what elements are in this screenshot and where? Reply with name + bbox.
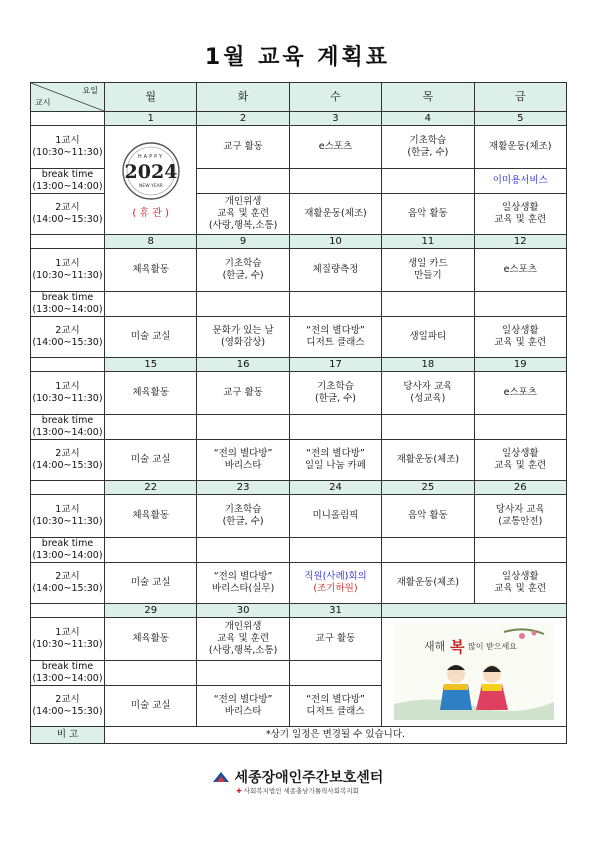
period-label-line: break time — [41, 661, 94, 672]
schedule-cell-line: 일상생활 — [501, 448, 539, 459]
period-label-line: break time — [41, 292, 94, 303]
note-text: *상기 일정은 변경될 수 있습니다. — [105, 727, 567, 744]
period-label-line: (14:00~15:30) — [32, 706, 103, 717]
schedule-cell-line: (한글, 수) — [314, 393, 356, 404]
date-row — [31, 358, 567, 372]
period-label-line: (13:00~14:00) — [32, 550, 103, 561]
greeting-text-a: 새해 — [424, 640, 446, 653]
day-header-mon: 월 — [105, 83, 197, 112]
period-label-br — [31, 292, 105, 317]
schedule-cell — [474, 440, 566, 481]
date-cell: 26 — [474, 481, 566, 495]
day-header-thu: 목 — [382, 83, 474, 112]
period-label-line: 2교시 — [55, 202, 80, 213]
date-row-spacer — [31, 481, 105, 495]
schedule-cell-line: (사랑,행복,소통) — [208, 645, 278, 656]
schedule-cell — [289, 317, 381, 358]
schedule-cell — [197, 249, 289, 292]
schedule-cell — [197, 194, 289, 235]
day-header-tue: 화 — [197, 83, 289, 112]
schedule-cell — [105, 415, 197, 440]
corner-cell — [31, 83, 105, 112]
schedule-cell — [289, 440, 381, 481]
period-row-br — [31, 415, 567, 440]
schedule-cell-line: (한글, 수) — [407, 147, 449, 158]
schedule-cell-line: e스포츠 — [503, 387, 537, 398]
schedule-cell-line: “전의 별다방” — [213, 694, 273, 705]
schedule-cell — [197, 563, 289, 604]
schedule-cell-line: 재활운동(체조) — [396, 577, 460, 588]
schedule-cell — [474, 538, 566, 563]
schedule-cell-special — [289, 563, 381, 604]
schedule-cell — [197, 169, 289, 194]
period-label-br — [31, 661, 105, 686]
greeting-card-cell — [382, 618, 567, 727]
schedule-cell-line: 교구 활동 — [223, 387, 263, 398]
schedule-cell-line: 바리스타 — [224, 706, 262, 717]
schedule-cell — [382, 372, 474, 415]
schedule-cell — [289, 169, 381, 194]
schedule-cell — [105, 563, 197, 604]
day-header-fri: 금 — [474, 83, 566, 112]
schedule-cell — [289, 686, 381, 727]
schedule-cell — [382, 440, 474, 481]
schedule-cell-line: 음악 활동 — [408, 208, 448, 219]
schedule-cell-line: “전의 별다방” — [213, 571, 273, 582]
period-label-br — [31, 415, 105, 440]
schedule-cell — [289, 618, 381, 661]
schedule-cell-line: 미니올림픽 — [312, 510, 359, 521]
schedule-cell — [382, 292, 474, 317]
period-row-br — [31, 292, 567, 317]
greeting-text-b: 복 — [450, 638, 465, 656]
schedule-cell — [105, 686, 197, 727]
schedule-cell — [105, 372, 197, 415]
period-label-line: (13:00~14:00) — [32, 181, 103, 192]
schedule-cell-line: e스포츠 — [503, 264, 537, 275]
corner-day-label: 요일 — [82, 86, 98, 95]
schedule-cell-line: “전의 별다방” — [306, 694, 365, 705]
date-row-spacer — [31, 235, 105, 249]
period-label-line: (14:00~15:30) — [32, 214, 103, 225]
date-cell: 24 — [289, 481, 381, 495]
date-cell: 11 — [382, 235, 474, 249]
schedule-cell-line: (교통안전) — [498, 516, 543, 527]
schedule-cell — [474, 415, 566, 440]
date-cell: 2 — [197, 112, 289, 126]
period-row-p1 — [31, 249, 567, 292]
period-label-line: (13:00~14:00) — [32, 673, 103, 684]
cross-icon: ✚ — [236, 787, 242, 795]
schedule-cell-line: 재활운동(체조) — [304, 208, 367, 219]
period-label-line: break time — [41, 538, 94, 549]
date-row-spacer — [31, 604, 105, 618]
header-row — [31, 83, 567, 112]
schedule-cell-line: (한글, 수) — [222, 270, 264, 281]
corner-period-label: 교시 — [35, 98, 51, 107]
schedule-cell — [474, 563, 566, 604]
schedule-cell-line: 일일 나눔 카페 — [304, 460, 367, 471]
schedule-cell-line: (사랑,행복,소통) — [208, 220, 278, 231]
period-row-p1 — [31, 126, 567, 169]
schedule-cell — [289, 194, 381, 235]
schedule-cell-line: 만들기 — [414, 270, 442, 281]
schedule-cell — [105, 538, 197, 563]
schedule-cell-line: 문화가 있는 날 — [212, 325, 274, 336]
schedule-cell — [197, 538, 289, 563]
schedule-cell — [382, 538, 474, 563]
schedule-cell — [289, 126, 381, 169]
schedule-cell-line: 미술 교실 — [130, 331, 171, 342]
schedule-cell-line: 교육 및 훈련 — [494, 214, 547, 225]
schedule-cell-line: 일상생활 — [501, 325, 539, 336]
date-cell: 4 — [382, 112, 474, 126]
schedule-cell — [289, 249, 381, 292]
schedule-cell — [474, 169, 566, 194]
schedule-cell-line: 당사자 교육 — [403, 381, 453, 392]
schedule-cell — [105, 292, 197, 317]
date-cell: 31 — [289, 604, 381, 618]
schedule-cell-line: (성교육) — [410, 393, 446, 404]
period-label-line: (10:30~11:30) — [32, 270, 103, 281]
schedule-cell-line: 교육 및 훈련 — [217, 208, 270, 219]
period-label-p1 — [31, 372, 105, 415]
schedule-cell — [289, 415, 381, 440]
period-label-line: 2교시 — [55, 325, 80, 336]
period-label-line: 2교시 — [55, 571, 80, 582]
schedule-cell — [105, 317, 197, 358]
schedule-cell-line: “전의 별다방” — [213, 448, 273, 459]
date-cell: 30 — [197, 604, 289, 618]
schedule-cell-line: 바리스타 — [224, 460, 262, 471]
schedule-cell — [382, 495, 474, 538]
schedule-cell — [474, 194, 566, 235]
period-label-line: (10:30~11:30) — [32, 516, 103, 527]
schedule-cell — [382, 249, 474, 292]
schedule-cell-line: 미술 교실 — [130, 454, 171, 465]
date-row — [31, 235, 567, 249]
period-label-p2 — [31, 317, 105, 358]
schedule-cell — [474, 495, 566, 538]
schedule-cell-line: e스포츠 — [318, 141, 353, 152]
schedule-cell-line: 개인위생 — [224, 196, 262, 207]
date-cell: 17 — [289, 358, 381, 372]
period-row-p2 — [31, 563, 567, 604]
staff-meeting-label: 직원(사례)회의 — [304, 571, 367, 582]
schedule-cell-line: 생일 카드 — [408, 258, 448, 269]
period-row-p1 — [31, 618, 567, 661]
holiday-label: ( 휴 관 ) — [132, 208, 170, 219]
date-cell: 22 — [105, 481, 197, 495]
schedule-cell-line: 디저트 클래스 — [306, 706, 365, 717]
period-label-line: 1교시 — [55, 504, 80, 515]
schedule-cell — [474, 317, 566, 358]
period-label-line: 1교시 — [55, 135, 80, 146]
schedule-cell — [197, 126, 289, 169]
period-label-line: (10:30~11:30) — [32, 393, 103, 404]
schedule-cell — [197, 292, 289, 317]
period-label-p1 — [31, 249, 105, 292]
date-cell: 3 — [289, 112, 381, 126]
date-cell: 5 — [474, 112, 566, 126]
date-cell: 15 — [105, 358, 197, 372]
date-cell: 25 — [382, 481, 474, 495]
schedule-cell-line: (영화감상) — [221, 337, 266, 348]
schedule-cell — [382, 317, 474, 358]
date-row — [31, 112, 567, 126]
schedule-cell-line: 기초학습 — [409, 135, 447, 146]
period-label-p1 — [31, 495, 105, 538]
schedule-cell-line: 기초학습 — [224, 258, 262, 269]
period-label-line: (13:00~14:00) — [32, 427, 103, 438]
new-year-greeting-illustration — [394, 624, 554, 720]
period-label-p2 — [31, 194, 105, 235]
schedule-cell-line: 디저트 클래스 — [306, 337, 365, 348]
date-row — [31, 481, 567, 495]
date-cell: 18 — [382, 358, 474, 372]
schedule-cell-line: 미술 교실 — [130, 577, 171, 588]
date-cell: 29 — [105, 604, 197, 618]
schedule-cell — [289, 538, 381, 563]
period-label-line: 2교시 — [55, 448, 80, 459]
period-row-p2 — [31, 440, 567, 481]
date-cell: 8 — [105, 235, 197, 249]
svg-text:NEW YEAR: NEW YEAR — [138, 184, 163, 189]
schedule-cell — [474, 292, 566, 317]
period-label-line: 2교시 — [55, 694, 80, 705]
date-cell: 16 — [197, 358, 289, 372]
period-label-line: (14:00~15:30) — [32, 460, 103, 471]
schedule-cell — [474, 126, 566, 169]
early-dismissal-label: (조기하원) — [313, 583, 358, 594]
period-label-line: break time — [41, 169, 94, 180]
period-row-p1 — [31, 495, 567, 538]
period-label-line: (13:00~14:00) — [32, 304, 103, 315]
schedule-cell — [197, 440, 289, 481]
schedule-cell — [382, 169, 474, 194]
date-cell: 1 — [105, 112, 197, 126]
schedule-cell — [105, 661, 197, 686]
schedule-cell-line: 미술 교실 — [130, 700, 171, 711]
schedule-cell — [289, 495, 381, 538]
schedule-cell — [105, 249, 197, 292]
date-cell: 12 — [474, 235, 566, 249]
schedule-cell — [105, 440, 197, 481]
schedule-cell-line: 체육활동 — [132, 264, 170, 275]
schedule-cell — [197, 415, 289, 440]
svg-text:2024: 2024 — [124, 161, 178, 183]
period-label-line: break time — [41, 415, 94, 426]
period-label-line: (14:00~15:30) — [32, 583, 103, 594]
page-title: 1월 교육 계획표 — [204, 45, 391, 70]
schedule-cell-line: 교구 활동 — [223, 141, 263, 152]
org-subtitle: ✚ 사회복지법인 세종충남가톨릭사회복지회 — [236, 787, 359, 795]
org-logo-title — [0, 767, 595, 787]
date-row — [31, 604, 567, 618]
schedule-cell — [289, 372, 381, 415]
period-label-p2 — [31, 686, 105, 727]
greeting-text-c: 많이 받으세요 — [468, 642, 517, 651]
schedule-table — [30, 82, 567, 744]
holiday-cell — [105, 126, 197, 235]
schedule-cell-line: 기초학습 — [317, 381, 354, 392]
period-label-p1 — [31, 126, 105, 169]
schedule-cell-line: 체육활동 — [132, 510, 170, 521]
schedule-cell-line: 이미용서비스 — [492, 175, 548, 186]
schedule-cell-line: “전의 별다방” — [306, 325, 365, 336]
svg-text:HAPPY: HAPPY — [137, 154, 164, 160]
schedule-cell-line: 개인위생 — [224, 621, 262, 632]
schedule-cell-line: 생일파티 — [409, 331, 447, 342]
schedule-cell — [289, 661, 381, 686]
schedule-cell-line: “전의 별다방” — [306, 448, 365, 459]
org-name: 세종장애인주간보호센터 — [234, 770, 384, 786]
period-label-line: (10:30~11:30) — [32, 147, 103, 158]
date-cell: 23 — [197, 481, 289, 495]
schedule-cell-line: 재활운동(체조) — [489, 141, 552, 152]
period-label-p2 — [31, 563, 105, 604]
schedule-cell-line: 체육활동 — [132, 387, 170, 398]
period-row-p2 — [31, 317, 567, 358]
schedule-cell-line: 일상생활 — [501, 571, 539, 582]
date-cell: 10 — [289, 235, 381, 249]
schedule-cell-line: 교육 및 훈련 — [494, 337, 547, 348]
period-label-line: 1교시 — [55, 381, 80, 392]
schedule-cell — [197, 372, 289, 415]
period-label-br — [31, 538, 105, 563]
schedule-cell-line: 교육 및 훈련 — [217, 633, 270, 644]
date-row-spacer — [31, 358, 105, 372]
period-label-line: (14:00~15:30) — [32, 337, 103, 348]
schedule-cell-line: 기초학습 — [224, 504, 262, 515]
date-cell: 9 — [197, 235, 289, 249]
schedule-cell-line: (한글, 수) — [222, 516, 264, 527]
date-cell-empty — [382, 604, 567, 618]
schedule-cell — [474, 372, 566, 415]
schedule-cell — [474, 249, 566, 292]
period-label-p2 — [31, 440, 105, 481]
schedule-cell — [197, 317, 289, 358]
period-label-line: (10:30~11:30) — [32, 639, 103, 650]
schedule-cell — [382, 126, 474, 169]
schedule-cell — [197, 661, 289, 686]
schedule-cell — [197, 686, 289, 727]
schedule-cell-line: 체육활동 — [132, 633, 170, 644]
schedule-cell — [382, 415, 474, 440]
schedule-cell-line: 바리스타(실무) — [211, 583, 275, 594]
schedule-cell-line: 교육 및 훈련 — [494, 460, 547, 471]
day-header-wed: 수 — [289, 83, 381, 112]
period-label-p1 — [31, 618, 105, 661]
period-label-line: 1교시 — [55, 627, 80, 638]
schedule-cell-line: 교육 및 훈련 — [494, 583, 547, 594]
period-label-br — [31, 169, 105, 194]
period-row-br — [31, 538, 567, 563]
schedule-cell — [289, 292, 381, 317]
schedule-cell — [197, 618, 289, 661]
schedule-cell-line: 교구 활동 — [315, 633, 356, 644]
schedule-cell-line: 체질량측정 — [312, 264, 359, 275]
schedule-cell-line: 재활운동(체조) — [396, 454, 460, 465]
note-label: 비 고 — [31, 727, 105, 744]
period-label-line: 1교시 — [55, 258, 80, 269]
happy-new-year-2024-badge-icon — [116, 140, 186, 202]
schedule-cell — [105, 495, 197, 538]
org-emblem-icon — [212, 771, 230, 783]
note-row — [31, 727, 567, 744]
schedule-cell — [197, 495, 289, 538]
schedule-cell-line: 음악 활동 — [408, 510, 448, 521]
schedule-cell — [382, 194, 474, 235]
period-row-p1 — [31, 372, 567, 415]
date-row-spacer — [31, 112, 105, 126]
schedule-cell — [382, 563, 474, 604]
date-cell: 19 — [474, 358, 566, 372]
schedule-cell-line: 당사자 교육 — [495, 504, 545, 515]
schedule-cell — [105, 618, 197, 661]
schedule-cell-line: 일상생활 — [501, 202, 539, 213]
